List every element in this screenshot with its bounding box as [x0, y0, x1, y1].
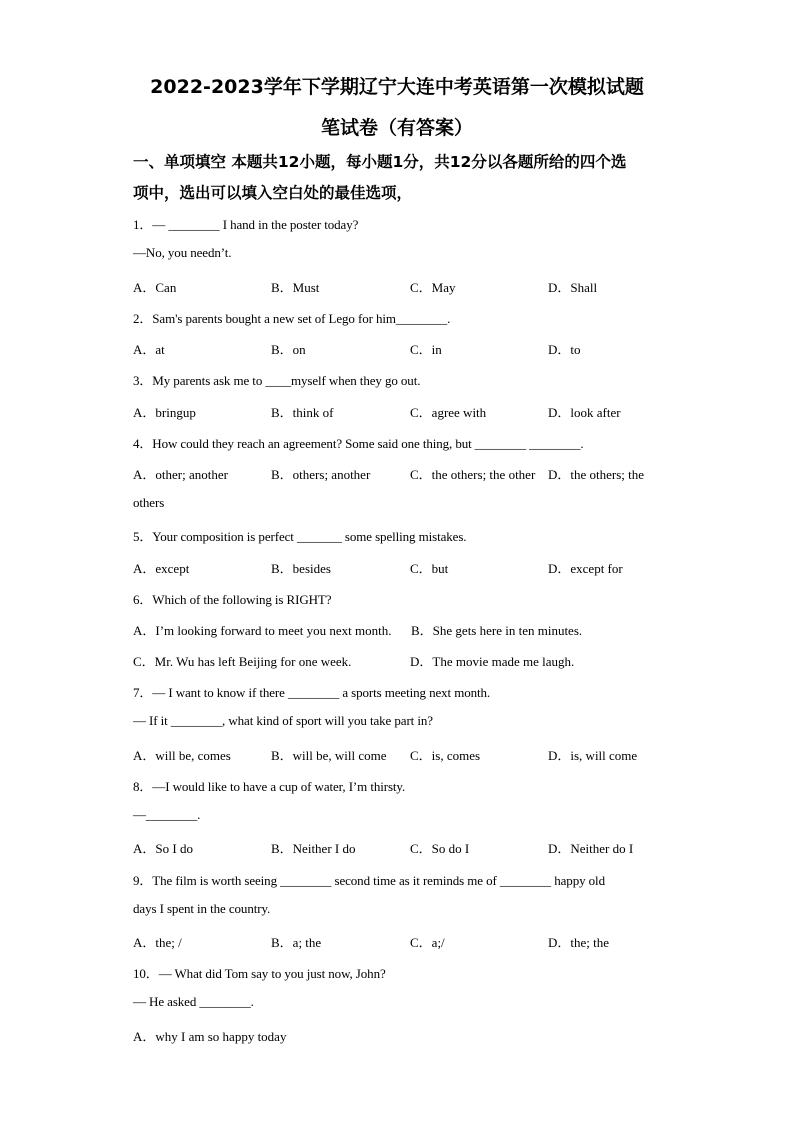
question-1-option-c: C．May: [410, 280, 456, 295]
exam-title-line-1: 2022-2023学年下学期辽宁大连中考英语第一次模拟试题: [150, 76, 644, 98]
question-4-option-c: C．the others; the other: [410, 467, 536, 482]
question-6-option-c: C．Mr. Wu has left Beijing for one week.: [133, 654, 352, 669]
question-6-option-a: A．I’m looking forward to meet you next month.: [133, 623, 392, 638]
question-3-option-c: C．agree with: [410, 405, 487, 420]
question-1-option-a: A．Can: [133, 280, 177, 295]
section-heading-line-2: 项中，选出可以填入空白处的最佳选项，: [133, 184, 413, 202]
question-1-response: —No, you needn’t.: [133, 245, 232, 260]
question-2-option-d: D．to: [548, 342, 581, 357]
question-5-stem: 5．Your composition is perfect _______ some spelling mistakes.: [133, 529, 467, 544]
question-1-stem: 1．— ________ I hand in the poster today?: [133, 217, 359, 232]
question-3-option-a: A．bringup: [133, 405, 196, 420]
question-7-option-a: A．will be, comes: [133, 748, 231, 763]
question-2-option-c: C．in: [410, 342, 442, 357]
question-8-response: —________.: [133, 807, 201, 822]
question-8-stem: 8．—I would like to have a cup of water, I’m thirsty.: [133, 779, 406, 794]
question-5-option-b: B．besides: [271, 561, 331, 576]
question-9-option-b: B．a; the: [271, 935, 322, 950]
question-7-stem: 7．— I want to know if there ________ a sports meeting next month.: [133, 685, 491, 700]
question-10-response: — He asked ________.: [133, 994, 254, 1009]
question-8-option-b: B．Neither I do: [271, 841, 356, 856]
question-5-option-c: C．but: [410, 561, 449, 576]
question-2-option-a: A．at: [133, 342, 165, 357]
question-3-stem: 3．My parents ask me to ____myself when they go out.: [133, 373, 421, 388]
question-7-option-d: D．is, will come: [548, 748, 638, 763]
question-5-option-a: A．except: [133, 561, 190, 576]
question-6-option-b: B．She gets here in ten minutes.: [411, 623, 583, 638]
question-3-option-b: B．think of: [271, 405, 334, 420]
question-4-option-d-wrap: others: [133, 495, 165, 510]
question-4-option-a: A．other; another: [133, 467, 228, 482]
question-2-option-b: B．on: [271, 342, 306, 357]
question-2-stem: 2．Sam's parents bought a new set of Lego for him________.: [133, 311, 451, 326]
question-10-stem: 10．— What did Tom say to you just now, John?: [133, 966, 386, 981]
question-1-option-d: D．Shall: [548, 280, 598, 295]
question-7-response: — If it ________, what kind of sport will you take part in?: [133, 713, 433, 728]
question-8-option-a: A．So I do: [133, 841, 193, 856]
exam-title-line-2: 笔试卷（有答案）: [320, 117, 473, 139]
question-6-option-d: D．The movie made me laugh.: [410, 654, 575, 669]
question-9-option-a: A．the; /: [133, 935, 182, 950]
question-7-option-c: C．is, comes: [410, 748, 481, 763]
question-8-option-d: D．Neither do I: [548, 841, 634, 856]
section-heading-line-1: 一、单项填空 本题共12小题，每小题1分，共12分以各题所给的四个选: [133, 153, 627, 171]
question-9-stem: 9．The film is worth seeing ________ second time as it reminds me of ________ happy old: [133, 873, 605, 888]
question-1-option-b: B．Must: [271, 280, 320, 295]
question-3-option-d: D．look after: [548, 405, 621, 420]
question-4-option-d: D．the others; the: [548, 467, 645, 482]
question-10-option-a: A．why I am so happy today: [133, 1029, 287, 1044]
question-9-stem-continued: days I spent in the country.: [133, 901, 271, 916]
question-4-option-b: B．others; another: [271, 467, 371, 482]
question-9-option-c: C．a;/: [410, 935, 445, 950]
question-6-stem: 6．Which of the following is RIGHT?: [133, 592, 332, 607]
question-9-option-d: D．the; the: [548, 935, 610, 950]
question-4-stem: 4．How could they reach an agreement? Some said one thing, but ________ ________.: [133, 436, 584, 451]
question-5-option-d: D．except for: [548, 561, 623, 576]
question-7-option-b: B．will be, will come: [271, 748, 387, 763]
question-8-option-c: C．So do I: [410, 841, 470, 856]
